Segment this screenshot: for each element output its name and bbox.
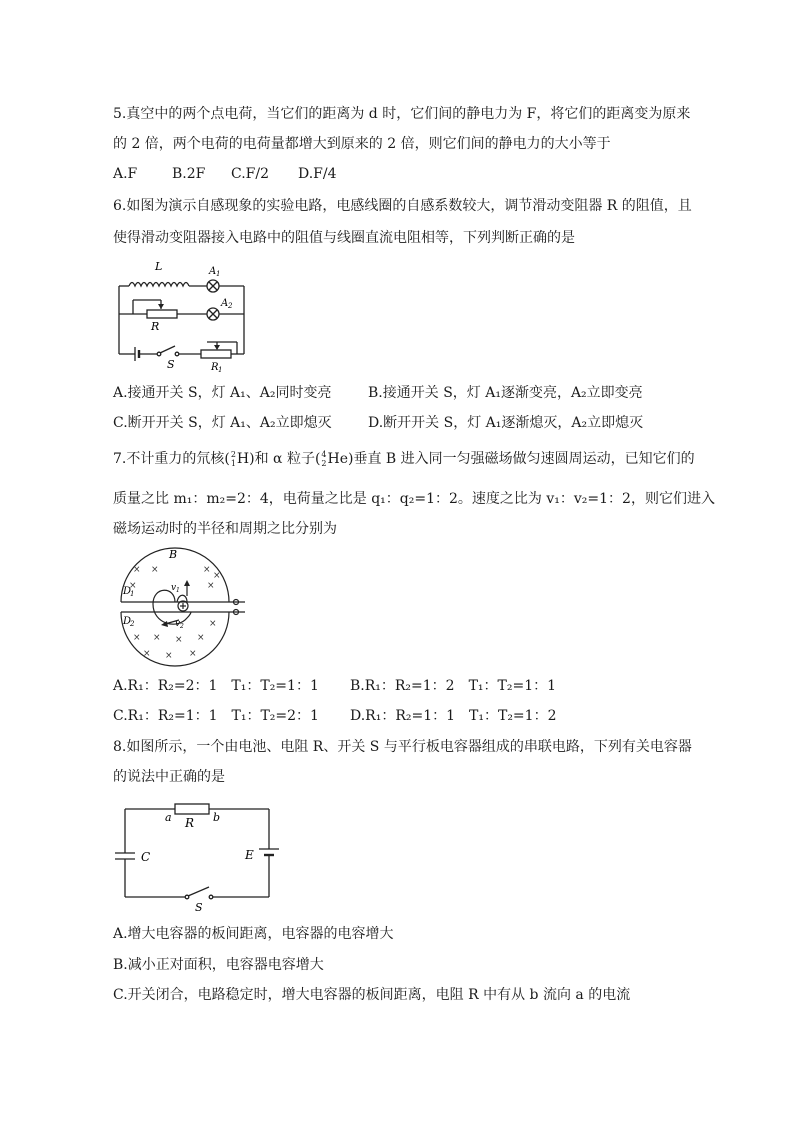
- q6-label-r: R: [151, 320, 160, 333]
- q7-label-b: B: [169, 548, 178, 561]
- q7-cyclotron-diagram: [113, 544, 245, 670]
- svg-text:×: ×: [189, 649, 197, 659]
- q5-option-b: B.2F: [172, 166, 206, 182]
- q7-alpha-notation: [321, 450, 326, 468]
- q6-circuit-diagram: [113, 256, 253, 374]
- q7-nuc1-charge: 1: [230, 459, 236, 468]
- q6-option-a: A.接通开关 S，灯 A₁、A₂同时变亮: [113, 385, 332, 401]
- q8-label-s: S: [195, 901, 203, 914]
- q7-label-v1: v: [171, 583, 177, 593]
- q7-label-v2-sub: 2: [180, 623, 184, 630]
- q8-circuit-diagram: [113, 795, 283, 915]
- svg-text:×: ×: [209, 619, 217, 629]
- q7-nuc2-mass: 4: [321, 450, 327, 459]
- svg-text:×: ×: [133, 565, 141, 575]
- q6-label-a1-sub: 1: [216, 270, 221, 278]
- q7-nuc2-charge: 2: [321, 459, 327, 468]
- q8-option-c: C.开关闭合，电路稳定时，增大电容器的板间距离，电阻 R 中有从 b 流向 a 的电流: [113, 987, 631, 1003]
- q8-stem-line2: 的说法中正确的是: [113, 769, 225, 785]
- q6-label-l: L: [155, 260, 163, 273]
- q6-stem-line2: 使得滑动变阻器接入电路中的阻值与线圈直流电阻相等，下列判断正确的是: [113, 230, 575, 246]
- q6-option-b: B.接通开关 S，灯 A₁逐渐变亮，A₂立即变亮: [368, 385, 643, 401]
- q8-label-r: R: [185, 816, 195, 830]
- svg-text:×: ×: [175, 635, 183, 645]
- q7-nuc1-mass: 2: [230, 450, 236, 459]
- q8-option-b: B.减小正对面积，电容器电容增大: [113, 957, 324, 973]
- svg-text:×: ×: [151, 565, 159, 575]
- svg-text:×: ×: [207, 581, 215, 591]
- q7-label-d1-sub: 1: [130, 590, 135, 598]
- q7-label-v2: v: [175, 619, 181, 629]
- q8-label-a: a: [165, 811, 172, 824]
- q7-option-d: D.R₁：R₂=1：1 T₁：T₂=1：2: [350, 708, 557, 724]
- q5-stem-line2: 的 2 倍，两个电荷的电荷量都增大到原来的 2 倍，则它们间的静电力的大小等于: [113, 136, 611, 152]
- q7-label-v1-sub: 1: [176, 587, 180, 594]
- svg-text:×: ×: [213, 571, 221, 581]
- q7-stem-line1: [113, 449, 695, 469]
- q7-option-c: C.R₁：R₂=1：1 T₁：T₂=2：1: [113, 708, 319, 724]
- q7-label-d1: D: [123, 586, 132, 597]
- q5-option-d: D.F/4: [298, 166, 337, 182]
- q7-stem-part3: He)垂直 B 进入同一匀强磁场做匀速圆周运动，已知它们的: [327, 451, 695, 467]
- svg-text:×: ×: [153, 633, 161, 643]
- q5-option-c: C.F/2: [231, 166, 270, 182]
- q7-label-d2-sub: 2: [130, 620, 135, 628]
- svg-text:×: ×: [165, 651, 173, 661]
- q6-option-c: C.断开开关 S，灯 A₁、A₂立即熄灭: [113, 415, 332, 431]
- q6-label-r1-sub: 1: [218, 366, 223, 374]
- q7-option-b: B.R₁：R₂=1：2 T₁：T₂=1：1: [350, 678, 557, 694]
- q6-label-r1: R: [211, 362, 219, 373]
- q7-stem-part1: 7.不计重力的氘核(: [113, 451, 230, 467]
- svg-text:×: ×: [203, 565, 211, 575]
- q7-deuteron-notation: [231, 450, 236, 468]
- q8-label-b: b: [213, 811, 221, 824]
- q6-option-d: D.断开开关 S，灯 A₁逐渐熄灭，A₂立即熄灭: [368, 415, 644, 431]
- q6-label-a1: A: [209, 266, 217, 277]
- q7-stem-line3: 磁场运动时的半径和周期之比分别为: [113, 521, 337, 537]
- svg-text:×: ×: [133, 633, 141, 643]
- q7-stem-line2: 质量之比 m₁：m₂=2：4，电荷量之比是 q₁：q₂=1：2。速度之比为 v₁：v₂=1：2，则它们进入: [113, 491, 715, 507]
- q7-option-a: A.R₁：R₂=2：1 T₁：T₂=1：1: [113, 678, 319, 694]
- svg-text:×: ×: [197, 633, 205, 643]
- q5-option-a: A.F: [113, 166, 138, 182]
- q8-stem-line1: 8.如图所示，一个由电池、电阻 R、开关 S 与平行板电容器组成的串联电路，下列有关电容器: [113, 739, 692, 755]
- q7-stem-part2: H)和 α 粒子(: [236, 451, 321, 467]
- q7-label-d2: D: [123, 616, 132, 627]
- q6-label-a2: A: [221, 298, 229, 309]
- q6-stem-line1: 6.如图为演示自感现象的实验电路，电感线圈的自感系数较大，调节滑动变阻器 R 的阻值，且: [113, 198, 692, 214]
- q6-label-s: S: [167, 358, 175, 371]
- q8-label-c: C: [141, 850, 151, 864]
- q5-stem-line1: 5.真空中的两个点电荷，当它们的距离为 d 时，它们间的静电力为 F，将它们的距离变为原来: [113, 106, 691, 122]
- q8-option-a: A.增大电容器的板间距离，电容器的电容增大: [113, 926, 394, 942]
- svg-text:×: ×: [129, 581, 137, 591]
- q6-label-a2-sub: 2: [228, 302, 233, 310]
- q8-label-e: E: [245, 848, 254, 862]
- svg-text:×: ×: [143, 649, 151, 659]
